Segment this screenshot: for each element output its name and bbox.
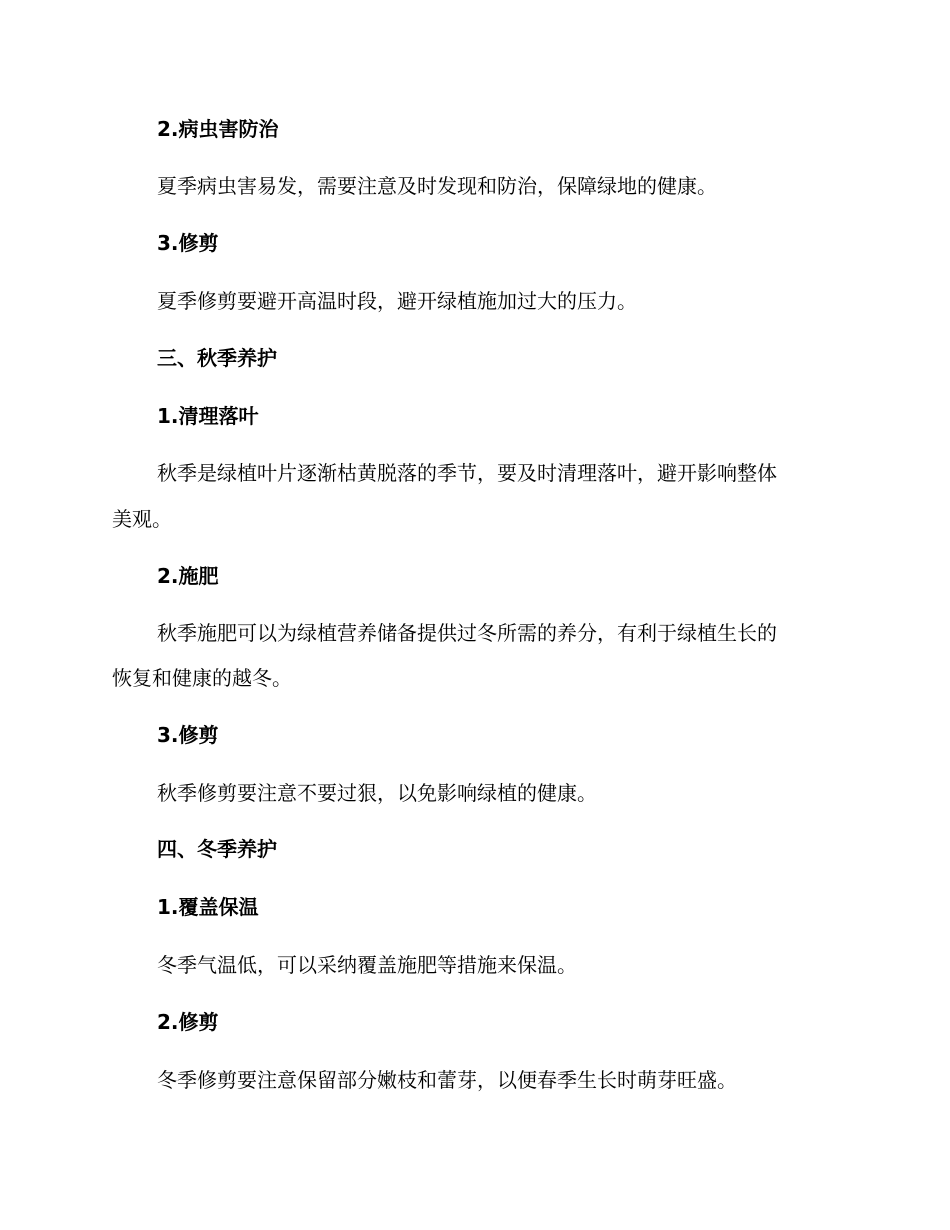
paragraph-pest-control: 夏季病虫害易发，需要注意及时发现和防治，保障绿地的健康。 <box>157 174 717 198</box>
paragraph-winter-pruning: 冬季修剪要注意保留部分嫩枝和蕾芽，以便春季生长时萌芽旺盛。 <box>157 1068 737 1092</box>
paragraph-autumn-pruning: 秋季修剪要注意不要过狠，以免影响绿植的健康。 <box>157 781 597 805</box>
section-heading-pest-control: 2.病虫害防治 <box>157 117 279 141</box>
paragraph-summer-pruning: 夏季修剪要避开高温时段，避开绿植施加过大的压力。 <box>157 289 637 313</box>
section-heading-winter-pruning: 2.修剪 <box>157 1010 219 1034</box>
section-heading-autumn-pruning: 3.修剪 <box>157 723 219 747</box>
paragraph-fertilize-line-1: 秋季施肥可以为绿植营养储备提供过冬所需的养分，有利于绿植生长的 <box>157 621 777 645</box>
section-heading-clear-leaves: 1.清理落叶 <box>157 404 259 428</box>
chapter-heading-autumn-care: 三、秋季养护 <box>157 346 277 370</box>
paragraph-fertilize-line-2: 恢复和健康的越冬。 <box>112 666 292 690</box>
chapter-heading-winter-care: 四、冬季养护 <box>157 837 277 861</box>
paragraph-clear-leaves-line-2: 美观。 <box>112 507 172 531</box>
paragraph-cover-warm: 冬季气温低，可以采纳覆盖施肥等措施来保温。 <box>157 953 577 977</box>
section-heading-cover-warm: 1.覆盖保温 <box>157 895 259 919</box>
paragraph-clear-leaves-line-1: 秋季是绿植叶片逐渐枯黄脱落的季节，要及时清理落叶，避开影响整体 <box>157 461 777 485</box>
section-heading-summer-pruning: 3.修剪 <box>157 231 219 255</box>
section-heading-fertilize: 2.施肥 <box>157 564 219 588</box>
